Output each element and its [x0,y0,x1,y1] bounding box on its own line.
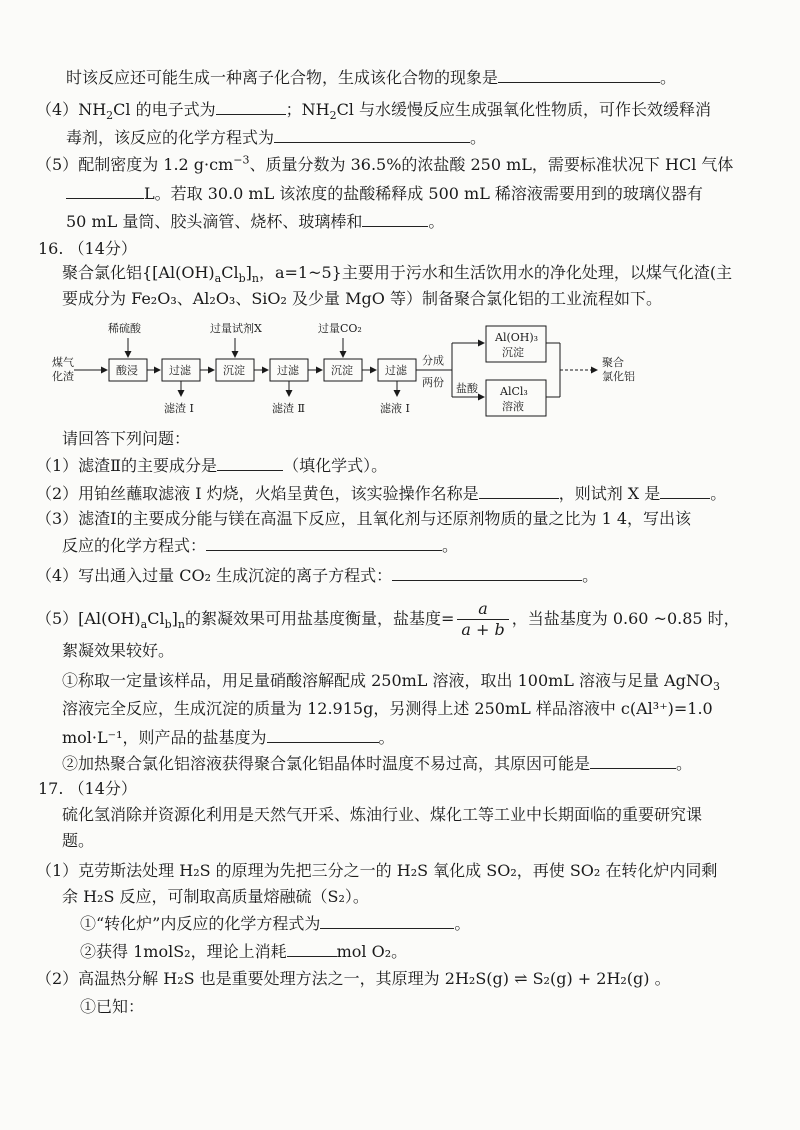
answer-blank[interactable] [660,482,710,499]
q16-header: 16. （14分） [38,239,137,258]
q17-part1-ii: ②获得 1molS₂，理论上消耗 mol O₂。 [80,942,408,961]
q16-part5-i-line3: mol·L⁻¹，则产品的盐基度为 。 [62,728,395,747]
q17-intro-line1: 硫化氢消除并资源化利用是天然气开采、炼油行业、煤化工等工业中长期面临的重要研究课 [62,805,703,824]
q16-part5: $(5)[Al(OH)_aCl_b]_n$的絮凝效果可用盐基度衡量，盐基度= $\frac{a}{a + b}$ ，当盐基度为 0.60 ~0.85 时， [36,599,740,639]
flow-reagent-1: 稀硫酸 [108,322,141,335]
flow-split-1: 分成 [422,354,444,367]
q16-part3: （3）滤渣Ⅰ的主要成分能与镁在高温下反应，且氧化剂与还原剂物质的量之比为 1 4，写出该 [36,509,692,528]
flow-step-4: 过滤 [277,364,299,377]
flow-reagent-2: 过量试剂X [210,322,262,335]
q16-part5-ii: ②加热聚合氯化铝溶液获得聚合氯化铝晶体时温度不易过高，其原因可能是 。 [62,754,693,773]
answer-blank[interactable] [590,752,676,769]
flow-split-2: 两份 [422,376,444,389]
answer-blank[interactable] [274,126,470,143]
q17-part1-i: ①“转化炉”内反应的化学方程式为 。 [80,914,471,933]
q16-intro-line2: 要成分为 Fe₂O₃、Al₂O₃、SiO₂ 及少量 MgO 等）制备聚合氯化铝的工业流程如下。 [62,289,662,308]
q15-part5: （5）配制密度为 1.2 $g\cdot cm^{-3}$、质量分数为 36.5%的浓盐酸 250 mL，需要标准状况下 HCl 气体 [36,153,734,174]
q16-part4: （4）写出通入过量 CO₂ 生成沉淀的离子方程式： 。 [36,566,599,585]
basicity-fraction: $\frac{a}{a + b}$ [457,599,508,640]
answer-blank[interactable] [287,940,337,957]
q16-part5-i-line2: 溶液完全反应，生成沉淀的质量为 12.915g，另测得上述 250mL 样品溶液中 c(Al³⁺)=1.0 [62,699,713,718]
answer-blank[interactable] [66,182,144,199]
flow-box-bottom-2: 溶液 [502,400,524,413]
q17-header: 17. （14分） [38,779,137,798]
answer-blank[interactable] [498,66,660,83]
q15-line1: 时该反应还可能生成一种离子化合物，生成该化合物的现象是 。 [66,68,677,87]
flow-box-bottom-1: AlCl₃ [500,385,528,398]
q16-prompt: 请回答下列问题： [62,429,191,448]
process-flow-diagram [52,316,692,420]
answer-blank[interactable] [479,482,559,499]
answer-blank[interactable] [267,726,379,743]
flow-acid: 盐酸 [456,382,478,395]
q17-part1-line1: （1）克劳斯法处理 H₂S 的原理为先把三分之一的 H₂S 氧化成 SO₂，再使 SO₂ 在转化炉内同剩 [36,861,718,880]
answer-blank[interactable] [392,564,582,581]
flow-product-1: 聚合 [602,356,624,369]
q16-part3-line2: 反应的化学方程式： 。 [62,536,459,555]
q16-part1: （1）滤渣Ⅱ的主要成分是 （填化学式）。 [36,456,388,475]
flow-step-5: 沉淀 [331,364,353,377]
answer-blank[interactable] [206,534,442,551]
flow-start-2: 化渣 [52,370,74,383]
q17-part2-known: ①已知： [80,997,145,1016]
flow-step-2: 过滤 [169,364,191,377]
q16-part2: （2）用铂丝蘸取滤液 I 灼烧，火焰呈黄色，该实验操作名称是 ，则试剂 X 是 。 [36,484,727,503]
flow-product-2: 氯化铝 [602,370,635,383]
q16-part5-line2: 絮凝效果较好。 [62,641,175,660]
flow-waste-2: 滤渣 Ⅱ [272,402,305,415]
q15-part5-line3: 50 mL 量筒、胶头滴管、烧杯、玻璃棒和 。 [66,212,445,231]
answer-blank[interactable] [320,912,454,929]
q16-intro-line1: 聚合氯化铝{$[Al(OH)_aCl_b]_n$，a=1~5}主要用于污水和生活饮用水的净化处理，以煤气化渣(主 [62,263,733,286]
flow-waste-1: 滤渣 Ⅰ [164,402,194,415]
q15-part5-line2: L。若取 30.0 mL 该浓度的盐酸稀释成 500 mL 稀溶液需要用到的玻璃仪器有 [66,182,703,205]
flow-reagent-3: 过量CO₂ [318,322,362,335]
flow-waste-3: 滤液 Ⅰ [380,402,410,415]
q17-part1-line2: 余 H₂S 反应，可制取高质量熔融硫（S₂）。 [62,887,369,906]
flow-start-1: 煤气 [52,356,74,369]
q17-intro-line2: 题。 [62,831,95,850]
flow-step-6: 过滤 [385,364,407,377]
q15-part4-line2: 毒剂，该反应的化学方程式为 。 [66,128,487,147]
q15-part4: $(4)NH_2Cl$ 的电子式为 ；$NH_2Cl$ 与水缓慢反应生成强氧化性物质，可作长效缓释消 [36,100,712,123]
flow-step-1: 酸浸 [116,364,138,377]
flow-box-top-1: Al(OH)₃ [495,331,539,344]
flow-box-top-2: 沉淀 [502,346,524,359]
q17-part2-line1: （2）高温热分解 H₂S 也是重要处理方法之一，其原理为 2H₂S(g) ⇌ S₂(g) + 2H₂(g) 。 [36,969,671,988]
answer-blank[interactable] [217,454,283,471]
flow-step-3: 沉淀 [223,364,245,377]
answer-blank[interactable] [362,210,428,227]
answer-blank[interactable] [216,98,286,115]
q16-part5-i-line1: ①称取一定量该样品，用足量硝酸溶解配成 250mL 溶液，取出 100mL 溶液与足量 AgNO$_3$ [62,671,721,694]
